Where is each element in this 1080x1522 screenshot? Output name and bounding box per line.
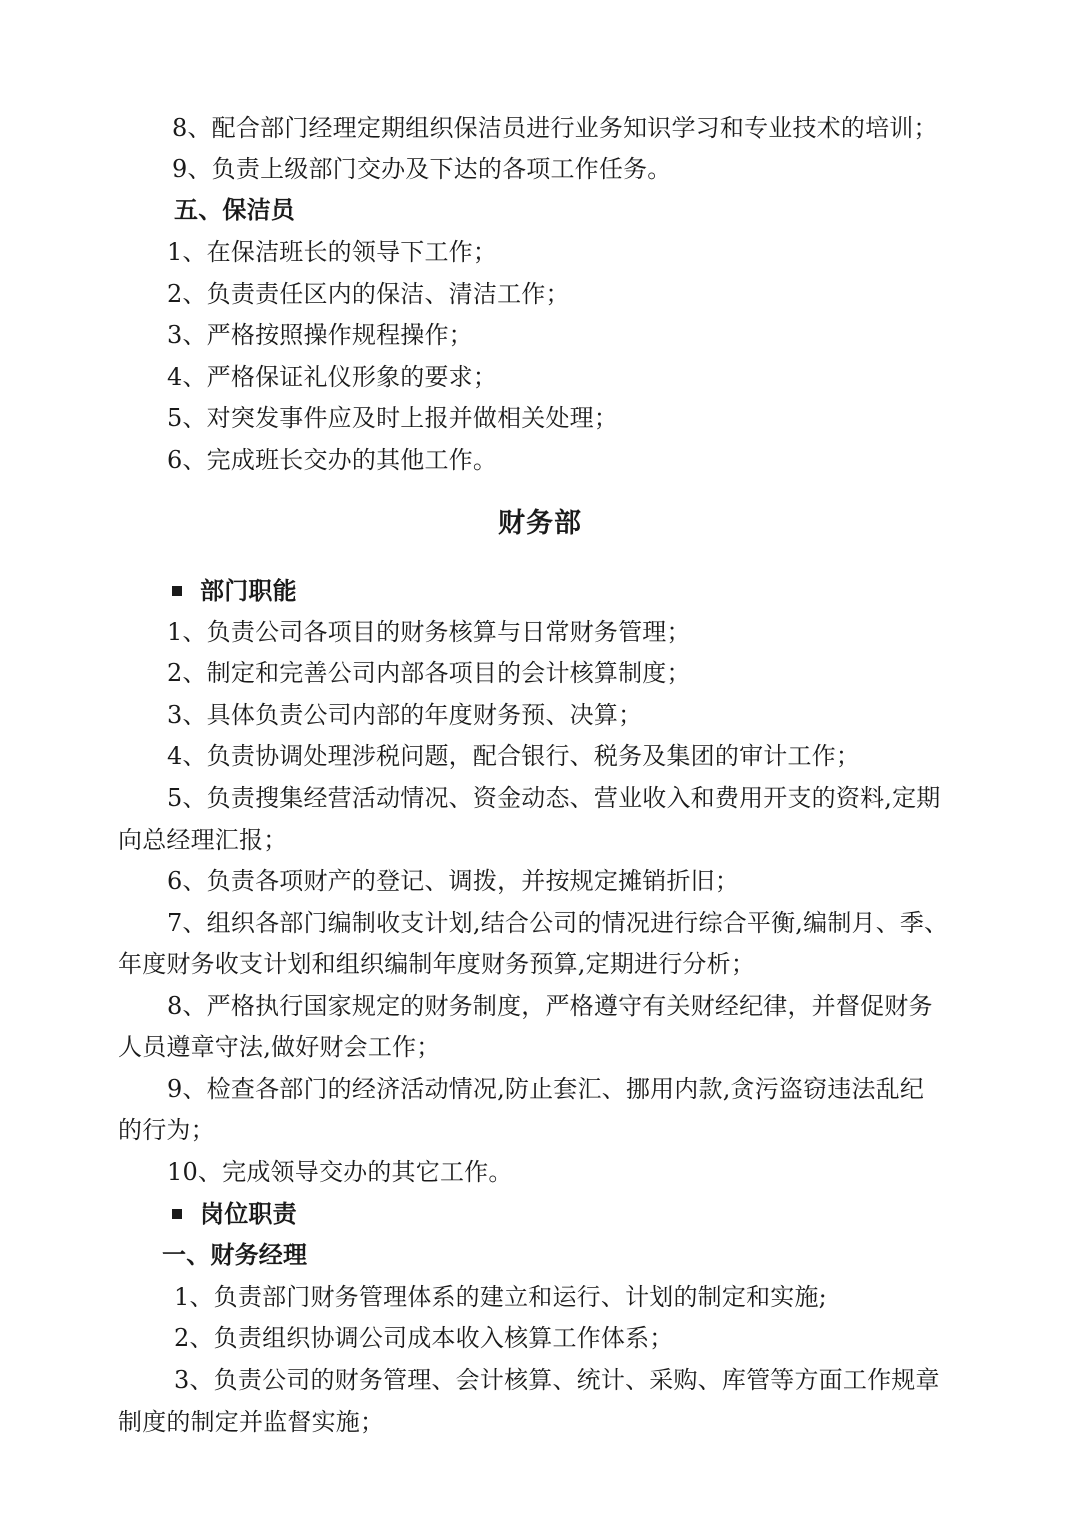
duty-line: 3、严格按照操作规程操作； [167, 321, 473, 349]
subsection-heading-positions [172, 1198, 297, 1230]
function-line-continuation: 向总经理汇报； [118, 826, 288, 854]
function-line: 5、负责搜集经营活动情况、资金动态、营业收入和费用开支的资料,定期 [167, 784, 941, 812]
department-title: 财务部 [498, 508, 582, 539]
duty-line: 6、完成班长交办的其他工作。 [167, 446, 498, 474]
square-bullet-icon [172, 586, 182, 596]
subsection-heading-functions [172, 575, 297, 607]
duty-line: 2、负责责任区内的保洁、清洁工作； [167, 280, 570, 308]
function-line-continuation: 人员遵章守法,做好财会工作； [118, 1033, 441, 1061]
function-line: 8、严格执行国家规定的财务制度，严格遵守有关财经纪律，并督促财务 [167, 992, 933, 1020]
function-line: 7、组织各部门编制收支计划,结合公司的情况进行综合平衡,编制月、季、 [167, 909, 949, 937]
function-line: 10、完成领导交办的其它工作。 [167, 1158, 513, 1186]
function-line: 2、制定和完善公司内部各项目的会计核算制度； [167, 659, 691, 687]
manager-duty-line: 3、负责公司的财务管理、会计核算、统计、采购、库管等方面工作规章 [174, 1366, 940, 1394]
function-line-continuation: 年度财务收支计划和组织编制年度财务预算,定期进行分析； [118, 950, 756, 978]
square-bullet-icon [172, 1209, 182, 1219]
function-line: 3、具体负责公司内部的年度财务预、决算； [167, 701, 643, 729]
function-line: 6、负责各项财产的登记、调拨，并按规定摊销折旧； [167, 867, 740, 895]
function-line: 9、检查各部门的经济活动情况,防止套汇、挪用内款,贪污盗窃违法乱纪 [167, 1075, 925, 1103]
manager-duty-line: 1、负责部门财务管理体系的建立和运行、计划的制定和实施; [174, 1283, 827, 1311]
section-heading-finance-manager: 一、财务经理 [162, 1240, 308, 1269]
duty-line: 4、严格保证礼仪形象的要求； [167, 363, 498, 391]
manager-duty-line-continuation: 制度的制定并监督实施； [118, 1408, 385, 1436]
function-line: 1、负责公司各项目的财务核算与日常财务管理； [167, 618, 691, 646]
section-heading-cleaner: 五、保洁员 [174, 195, 295, 224]
manager-duty-line: 2、负责组织协调公司成本收入核算工作体系； [174, 1324, 674, 1352]
functions-heading-label: 部门职能 [200, 576, 297, 605]
function-line: 4、负责协调处理涉税问题，配合银行、税务及集团的审计工作； [167, 742, 861, 770]
duty-line: 1、在保洁班长的领导下工作； [167, 238, 498, 266]
duty-line: 9、负责上级部门交办及下达的各项工作任务。 [172, 155, 672, 183]
function-line-continuation: 的行为； [118, 1116, 215, 1144]
positions-heading-label: 岗位职责 [200, 1199, 297, 1228]
duty-line: 5、对突发事件应及时上报并做相关处理； [167, 404, 619, 432]
duty-line: 8、配合部门经理定期组织保洁员进行业务知识学习和专业技术的培训； [172, 114, 938, 142]
